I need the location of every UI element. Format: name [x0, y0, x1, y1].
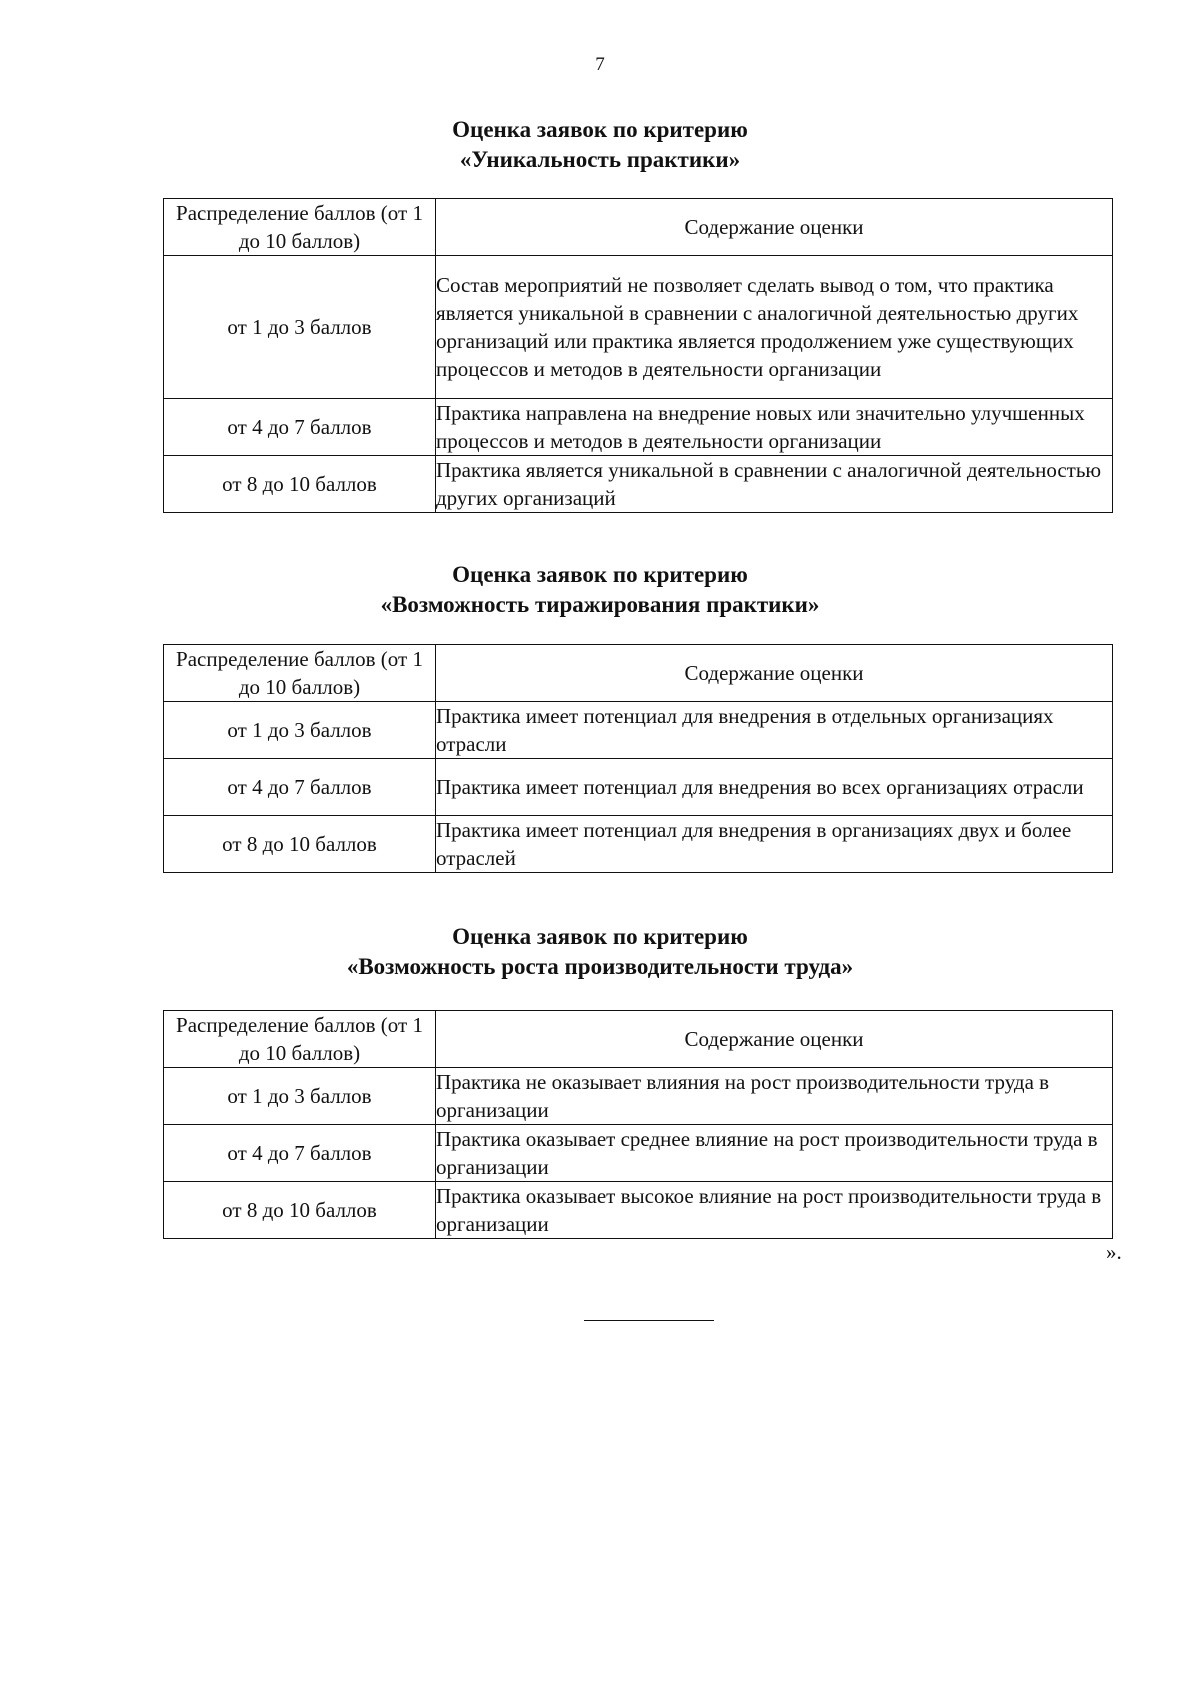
score-range: от 1 до 3 баллов	[164, 256, 436, 399]
section-title-replicability	[0, 560, 1200, 620]
table-header-row	[164, 1011, 1113, 1068]
table-row	[164, 702, 1113, 759]
page-number: 7	[595, 54, 605, 75]
assessment-description: Практика направлена на внедрение новых или значительно улучшенных процессов и методов в деятельности организации	[436, 399, 1113, 456]
score-range: от 4 до 7 баллов	[164, 759, 436, 816]
table-row	[164, 399, 1113, 456]
score-range: от 1 до 3 баллов	[164, 1068, 436, 1125]
table-row	[164, 1125, 1113, 1182]
table-row	[164, 456, 1113, 513]
score-range: от 4 до 7 баллов	[164, 1125, 436, 1182]
table-header-row	[164, 199, 1113, 256]
section-title-uniqueness	[0, 115, 1200, 175]
section-title-line2: «Возможность роста производительности труда»	[346, 954, 854, 979]
header-score-distribution: Распределение баллов (от 1 до 10 баллов)	[164, 199, 436, 256]
section-title-productivity	[0, 922, 1200, 982]
score-range: от 1 до 3 баллов	[164, 702, 436, 759]
table-row	[164, 759, 1113, 816]
table-header-row	[164, 645, 1113, 702]
header-score-distribution: Распределение баллов (от 1 до 10 баллов)	[164, 645, 436, 702]
table-row	[164, 1068, 1113, 1125]
score-range: от 8 до 10 баллов	[164, 1182, 436, 1239]
table-row	[164, 816, 1113, 873]
score-range: от 8 до 10 баллов	[164, 456, 436, 513]
assessment-description: Практика является уникальной в сравнении с аналогичной деятельностью других организаций	[436, 456, 1113, 513]
section-title-line1: Оценка заявок по критерию	[452, 117, 748, 142]
score-range: от 4 до 7 баллов	[164, 399, 436, 456]
header-score-distribution: Распределение баллов (от 1 до 10 баллов)	[164, 1011, 436, 1068]
header-assessment-content: Содержание оценки	[436, 645, 1113, 702]
section-title-line1: Оценка заявок по критерию	[452, 562, 748, 587]
assessment-description: Практика имеет потенциал для внедрения в организациях двух и более отраслей	[436, 816, 1113, 873]
header-assessment-content: Содержание оценки	[436, 199, 1113, 256]
assessment-description: Практика имеет потенциал для внедрения в отдельных организациях отрасли	[436, 702, 1113, 759]
score-range: от 8 до 10 баллов	[164, 816, 436, 873]
section-title-line2: «Возможность тиражирования практики»	[380, 592, 820, 617]
assessment-description: Практика оказывает высокое влияние на рост производительности труда в организации	[436, 1182, 1113, 1239]
table-row	[164, 1182, 1113, 1239]
assessment-description: Практика оказывает среднее влияние на рост производительности труда в организации	[436, 1125, 1113, 1182]
end-divider	[584, 1320, 714, 1321]
assessment-description: Практика имеет потенциал для внедрения во всех организациях отрасли	[436, 759, 1113, 816]
closing-quote-mark: ».	[1106, 1240, 1122, 1264]
criteria-table-replicability	[163, 644, 1113, 873]
section-title-line1: Оценка заявок по критерию	[452, 924, 748, 949]
header-assessment-content: Содержание оценки	[436, 1011, 1113, 1068]
criteria-table-uniqueness	[163, 198, 1113, 513]
assessment-description: Состав мероприятий не позволяет сделать вывод о том, что практика является уникальной в сравнении с аналогичной деятельностью других организаций или практика является продолжением уже существующих процессов и методов в деятельности организации	[436, 256, 1113, 399]
section-title-line2: «Уникальность практики»	[459, 147, 741, 172]
assessment-description: Практика не оказывает влияния на рост производительности труда в организации	[436, 1068, 1113, 1125]
criteria-table-productivity	[163, 1010, 1113, 1239]
table-row	[164, 256, 1113, 399]
